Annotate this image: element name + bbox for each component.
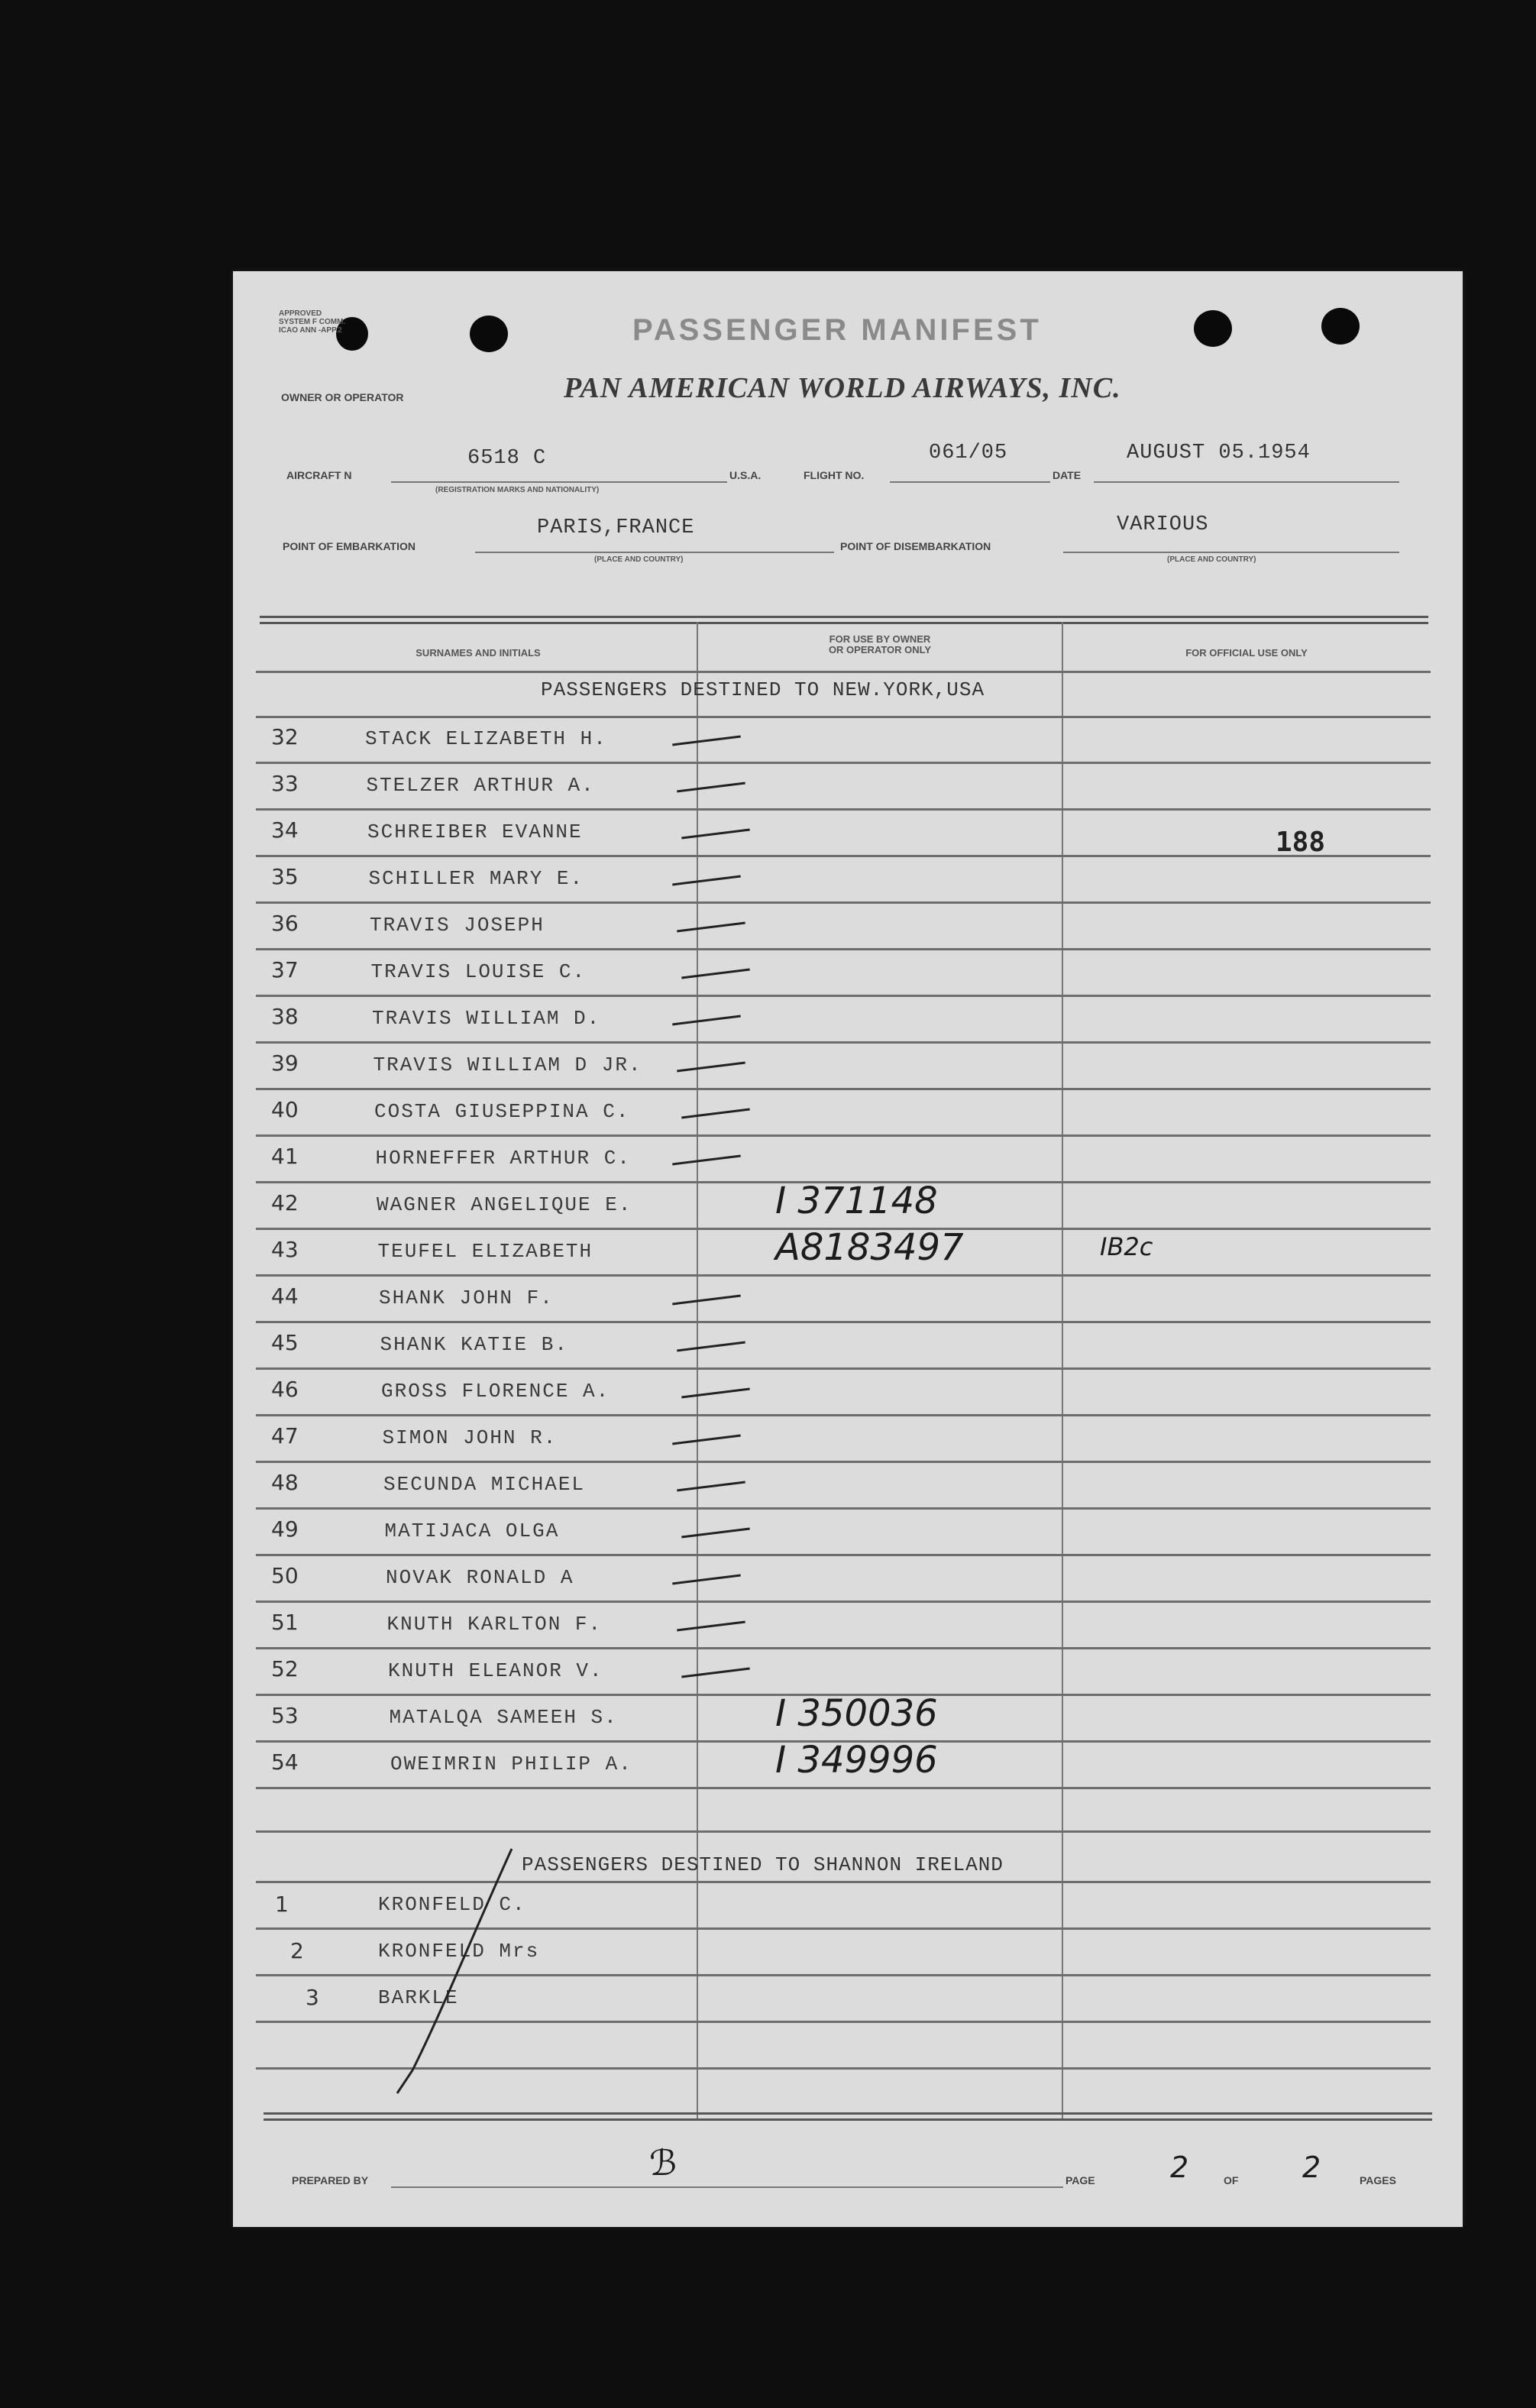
row-divider <box>256 855 1431 857</box>
owner-label: OWNER OR OPERATOR <box>281 391 404 403</box>
row-divider <box>256 1600 1431 1603</box>
embarkation-label: POINT OF EMBARKATION <box>283 540 416 552</box>
cancel-stroke <box>382 1841 535 2101</box>
passenger-name: SCHILLER MARY E. <box>368 867 584 890</box>
flight-label: FLIGHT NO. <box>804 469 865 481</box>
passenger-number: 39 <box>271 1050 299 1076</box>
passenger-name: TRAVIS WILLIAM D JR. <box>373 1054 642 1076</box>
passenger-number: 1 <box>275 1892 289 1917</box>
usa-label: U.S.A. <box>729 469 762 481</box>
passenger-number: 46 <box>271 1377 299 1402</box>
passenger-number: 54 <box>271 1749 299 1775</box>
punch-hole <box>1321 308 1360 345</box>
of-label: OF <box>1224 2174 1239 2186</box>
passenger-number: 52 <box>271 1656 299 1681</box>
disembarkation-value: VARIOUS <box>1117 513 1209 536</box>
punch-hole <box>1194 310 1232 347</box>
aircraft-value: 6518 C <box>467 447 547 470</box>
passenger-name: SCHREIBER EVANNE <box>367 820 583 843</box>
document-number: I 349996 <box>775 1739 938 1782</box>
passenger-name: MATIJACA OLGA <box>384 1520 560 1542</box>
page-number: 2 <box>1170 2151 1189 2184</box>
row-divider <box>256 1134 1431 1137</box>
approved-stamp: APPROVED SYSTEM F COMM. ICAO ANN -APP.2 <box>279 309 346 335</box>
official-note: 188 <box>1276 827 1326 858</box>
passenger-name: OWEIMRIN PHILIP A. <box>390 1753 632 1775</box>
passenger-name: KNUTH ELEANOR V. <box>388 1659 603 1682</box>
date-value: AUGUST 05.1954 <box>1127 442 1311 464</box>
pages-label: PAGES <box>1360 2174 1396 2186</box>
passenger-name: SIMON JOHN R. <box>382 1426 558 1449</box>
row-divider <box>256 1414 1431 1416</box>
passenger-name: STELZER ARTHUR A. <box>366 774 595 797</box>
passenger-number: 40 <box>271 1097 299 1122</box>
passenger-number: 42 <box>271 1190 299 1215</box>
passenger-name: TRAVIS LOUISE C. <box>370 960 587 983</box>
passenger-number: 50 <box>271 1563 299 1588</box>
passenger-number: 35 <box>271 864 299 889</box>
row-divider <box>256 1461 1431 1463</box>
passenger-number: 36 <box>271 911 299 936</box>
row-divider <box>256 808 1431 811</box>
punch-hole <box>470 316 508 352</box>
column-header-owner-use: FOR USE BY OWNER OR OPERATOR ONLY <box>828 633 932 655</box>
official-mark: IB2c <box>1100 1232 1153 1261</box>
passenger-number: 44 <box>271 1283 299 1309</box>
passenger-number: 33 <box>271 771 299 796</box>
prepared-by-label: PREPARED BY <box>292 2174 369 2186</box>
date-label: DATE <box>1053 469 1082 481</box>
document-number: A8183497 <box>775 1226 964 1269</box>
passenger-name: KRONFELD C. <box>378 1893 526 1916</box>
embarkation-value: PARIS,FRANCE <box>537 516 695 539</box>
row-divider <box>256 1647 1431 1649</box>
row-divider <box>256 762 1431 764</box>
row-divider <box>256 1274 1431 1277</box>
row-divider <box>256 1088 1431 1090</box>
section-heading-new-york: PASSENGERS DESTINED TO NEW.YORK,USA <box>541 678 985 701</box>
disembarkation-label: POINT OF DISEMBARKATION <box>840 540 991 552</box>
passenger-number: 51 <box>271 1610 299 1635</box>
page-label: PAGE <box>1065 2174 1095 2186</box>
passenger-name: SECUNDA MICHAEL <box>383 1473 586 1496</box>
passenger-name: KRONFELD Mrs <box>378 1940 540 1963</box>
registration-caption: (REGISTRATION MARKS AND NATIONALITY) <box>435 486 600 494</box>
prepared-by-signature: ℬ <box>649 2142 677 2183</box>
passenger-name: BARKLE <box>378 1986 459 2009</box>
passenger-number: 53 <box>271 1703 299 1728</box>
passenger-number: 34 <box>271 817 299 843</box>
form-title: PASSENGER MANIFEST <box>632 313 1042 347</box>
column-header-surnames: SURNAMES AND INITIALS <box>416 647 541 659</box>
total-pages: 2 <box>1302 2151 1321 2184</box>
company-name: PAN AMERICAN WORLD AIRWAYS, INC. <box>564 372 1121 404</box>
section-heading-shannon: PASSENGERS DESTINED TO SHANNON IRELAND <box>522 1853 1004 1876</box>
document-number: I 350036 <box>775 1692 938 1735</box>
passenger-number: 3 <box>306 1985 319 2010</box>
aircraft-label: AIRCRAFT N <box>286 469 352 481</box>
passenger-name: WAGNER ANGELIQUE E. <box>377 1193 632 1216</box>
disembarkation-caption: (PLACE AND COUNTRY) <box>1167 555 1256 564</box>
passenger-name: HORNEFFER ARTHUR C. <box>375 1147 631 1170</box>
passenger-number: 41 <box>271 1144 299 1169</box>
passenger-number: 47 <box>271 1423 299 1448</box>
passenger-name: MATALQA SAMEEH S. <box>389 1706 618 1729</box>
passenger-name: KNUTH KARLTON F. <box>386 1613 603 1636</box>
row-divider <box>256 1507 1431 1510</box>
row-divider <box>256 1787 1431 1789</box>
passenger-name: SHANK KATIE B. <box>380 1333 568 1356</box>
passenger-number: 48 <box>271 1470 299 1495</box>
passenger-number: 49 <box>271 1516 299 1542</box>
passenger-number: 45 <box>271 1330 299 1355</box>
row-divider <box>256 1367 1431 1370</box>
row-divider <box>256 901 1431 904</box>
column-header-official: FOR OFFICIAL USE ONLY <box>1185 647 1308 659</box>
passenger-number: 38 <box>271 1004 299 1029</box>
row-divider <box>256 995 1431 997</box>
row-divider <box>256 1321 1431 1323</box>
passenger-name: SHANK JOHN F. <box>379 1287 554 1309</box>
passenger-name: TRAVIS WILLIAM D. <box>372 1007 601 1030</box>
flight-value: 061/05 <box>929 442 1008 464</box>
passenger-name: COSTA GIUSEPPINA C. <box>374 1100 630 1123</box>
passenger-number: 37 <box>271 957 299 982</box>
passenger-number: 2 <box>290 1938 304 1963</box>
passenger-name: STACK ELIZABETH H. <box>365 727 607 750</box>
passenger-name: NOVAK RONALD A <box>386 1566 574 1589</box>
embarkation-caption: (PLACE AND COUNTRY) <box>594 555 684 564</box>
passenger-name: GROSS FLORENCE A. <box>381 1380 610 1403</box>
row-divider <box>256 1041 1431 1044</box>
passenger-number: 32 <box>271 724 299 749</box>
passenger-number: 43 <box>271 1237 299 1262</box>
row-divider <box>256 948 1431 950</box>
document-number: I 371148 <box>775 1180 938 1222</box>
row-divider <box>256 1554 1431 1556</box>
passenger-name: TRAVIS JOSEPH <box>370 914 545 937</box>
passenger-name: TEUFEL ELIZABETH <box>377 1240 593 1263</box>
